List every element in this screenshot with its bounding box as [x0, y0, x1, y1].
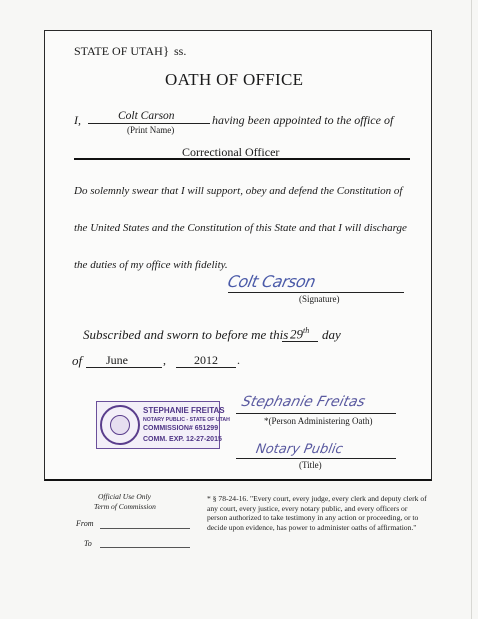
oath-line-3: the duties of my office with fidelity.	[74, 259, 228, 271]
sworn-day	[290, 326, 309, 342]
official-use-heading: Official Use Only	[98, 492, 151, 501]
signature-line	[228, 292, 404, 293]
term-of-commission: Term of Commission	[94, 502, 156, 511]
page-edge	[471, 0, 472, 619]
sworn-prefix: Subscribed and sworn to before me this	[83, 327, 289, 342]
sworn-year: 2012	[194, 353, 218, 367]
from-label: From	[76, 519, 94, 528]
oath-signature: Colt Carson	[225, 272, 318, 291]
to-line	[100, 547, 190, 548]
signature-caption: (Signature)	[299, 294, 340, 304]
day-suffix: th	[303, 326, 310, 335]
name-underline	[88, 123, 210, 124]
oath-line-1: Do solemnly swear that I will support, obey and defend the Constitution of	[74, 185, 403, 197]
document-title: OATH OF OFFICE	[165, 70, 304, 89]
notary-seal-stamp	[96, 401, 230, 449]
statute-footnote: * § 78-24-16. "Every court, every judge, every clerk and deputy clerk of any court, every justice, every notary public, and every officers or person authorized to take testimony in any action or proceeding, or to decide upon evidence, has power to administer oaths of affirmation."	[207, 494, 427, 532]
administering-caption: *(Person Administering Oath)	[264, 416, 373, 426]
print-name-caption: (Print Name)	[127, 125, 175, 135]
office-title: Correctional Officer	[182, 145, 280, 159]
to-label: To	[84, 539, 92, 548]
year-period: .	[237, 353, 240, 367]
state-seal-center	[110, 415, 130, 435]
office-underline	[74, 158, 410, 160]
oath-line-2: the United States and the Constitution of this State and that I will discharge	[74, 222, 407, 234]
seal-commission-expiry: COMM. EXP. 12-27-2015	[143, 436, 222, 443]
of-word: of	[72, 353, 83, 368]
day-word: day	[322, 327, 341, 342]
title-handwriting: Notary Public	[254, 442, 344, 457]
state-seal-emblem	[100, 405, 140, 445]
administering-signature: Stephanie Freitas	[240, 394, 367, 410]
appointment-suffix: having been appointed to the office of	[212, 113, 394, 127]
from-line	[100, 528, 190, 529]
title-caption: (Title)	[299, 460, 322, 470]
state-line: STATE OF UTAH	[74, 44, 163, 58]
seal-notary-state: NOTARY PUBLIC - STATE OF UTAH	[143, 417, 230, 423]
day-number: 29	[290, 326, 303, 342]
day-underline	[282, 341, 318, 342]
sworn-month: June	[106, 353, 128, 367]
month-comma: ,	[163, 353, 166, 367]
year-underline	[176, 367, 236, 368]
administering-line	[236, 413, 396, 414]
month-underline	[86, 367, 162, 368]
i-prefix: I,	[74, 113, 81, 127]
seal-commission-number: COMMISSION# 651299	[143, 425, 219, 432]
seal-notary-name: STEPHANIE FREITAS	[143, 406, 225, 415]
appointee-name: Colt Carson	[118, 110, 175, 122]
ss-label: ss.	[174, 44, 187, 58]
venue-bracket: }	[163, 43, 170, 58]
title-line	[236, 458, 396, 459]
